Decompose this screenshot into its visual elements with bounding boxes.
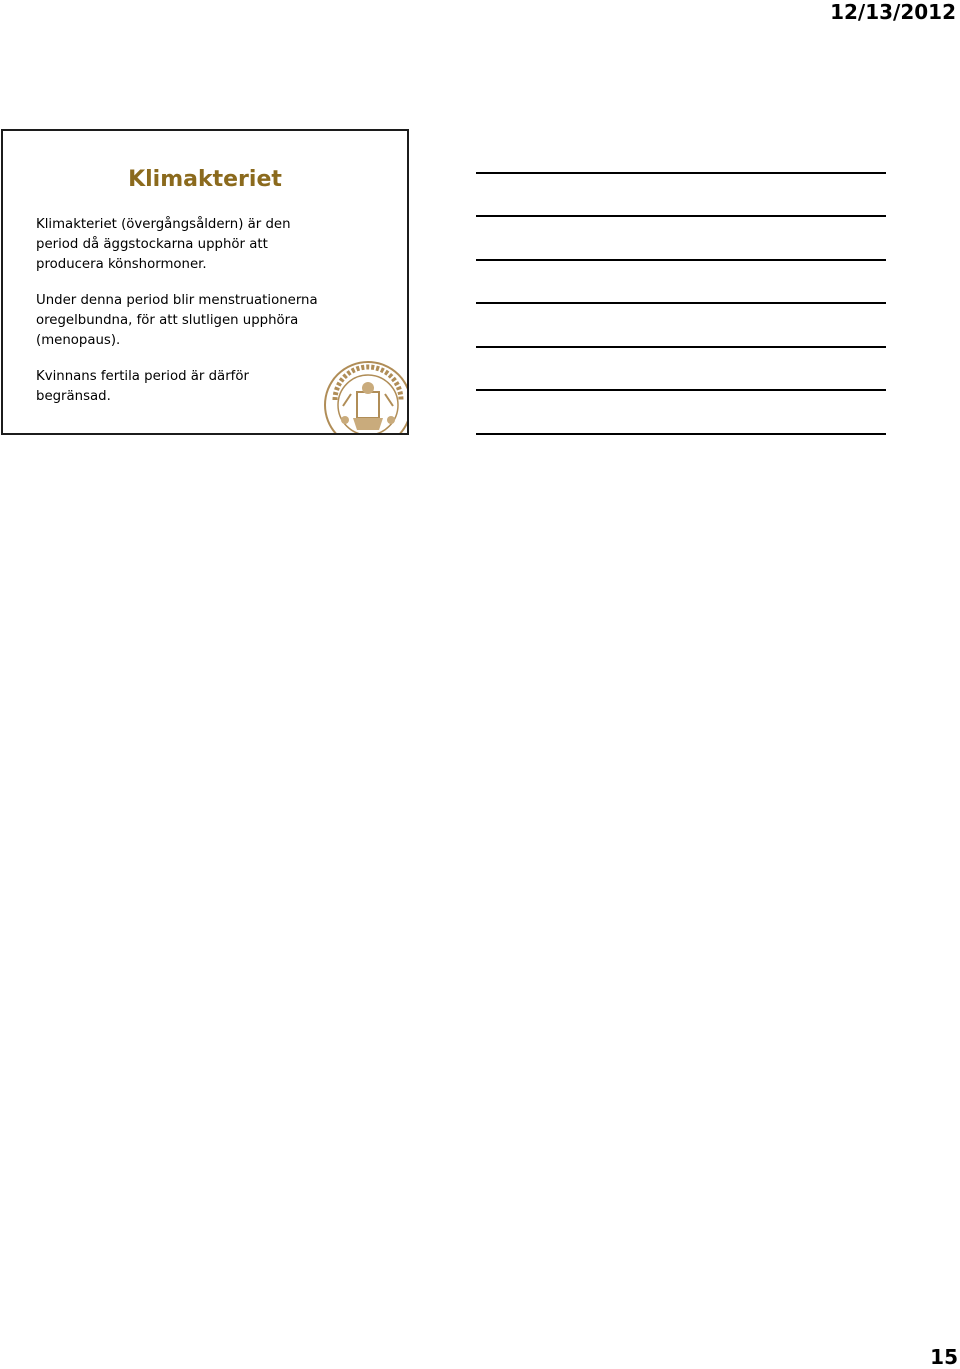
slide-thumbnail (1, 129, 409, 435)
note-line (476, 389, 886, 391)
slide-paragraph: Kvinnans fertila period är därför begränsad. (36, 369, 249, 404)
slide-paragraph: Klimakteriet (övergångsåldern) är den period då äggstockarna upphör att producera könshormoner. (36, 217, 291, 272)
note-line (476, 433, 886, 435)
slide-paragraph: Under denna period blir menstruationerna oregelbundna, för att slutligen upphöra (menopaus). (36, 293, 318, 348)
note-line (476, 215, 886, 217)
slide-title: Klimakteriet (128, 167, 282, 192)
note-line (476, 346, 886, 348)
note-line (476, 302, 886, 304)
notes-lines (476, 172, 886, 436)
note-line (476, 259, 886, 261)
note-line (476, 172, 886, 174)
document-date: 12/13/2012 (830, 0, 956, 24)
page-number: 15 (930, 1345, 958, 1369)
university-seal-icon (323, 360, 409, 435)
